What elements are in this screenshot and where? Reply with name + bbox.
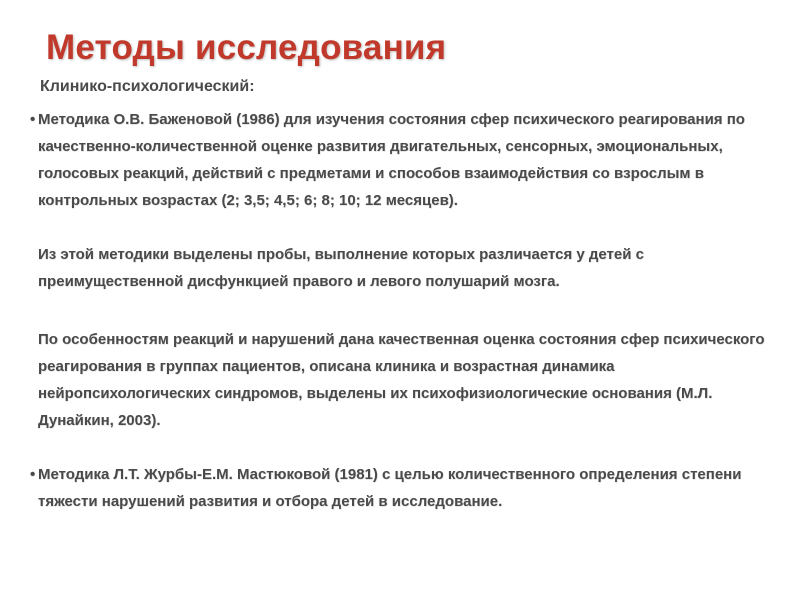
- slide-subtitle: Клинико-психологический:: [40, 78, 255, 95]
- slide-title: Методы исследования: [46, 28, 447, 67]
- paragraph-samples: Из этой методики выделены пробы, выполнение которых различается у детей с преимущественной дисфункцией правого и левого полушарий мозга.: [38, 246, 644, 290]
- bullet-item-zhurba: [30, 461, 768, 515]
- bullet-marker: •: [30, 466, 36, 483]
- bullet-item-bazhenova: [30, 106, 768, 214]
- paragraph-assessment: По особенностям реакций и нарушений дана качественная оценка состояния сфер психического реагирования в группах пациентов, описана клиника и возрастная динамика нейропсихологических синдромов, выделены их психофизиологические основания (М.Л. Дунайкин, 2003).: [38, 331, 765, 429]
- bullet-text: Методика О.В. Баженовой (1986) для изучения состояния сфер психического реагирования по качественно-количественной оценке развития двигательных, сенсорных, эмоциональных, голосовых реакций, действий с предметами и способов взаимодействия со взрослым в контрольных возрастах (2; 3,5; 4,5; 6; 8; 10; 12 месяцев).: [38, 111, 745, 209]
- bullet-marker: •: [30, 111, 36, 128]
- bullet-text: Методика Л.Т. Журбы-Е.М. Мастюковой (1981) с целью количественного определения степени тяжести нарушений развития и отбора детей в исследование.: [38, 466, 742, 510]
